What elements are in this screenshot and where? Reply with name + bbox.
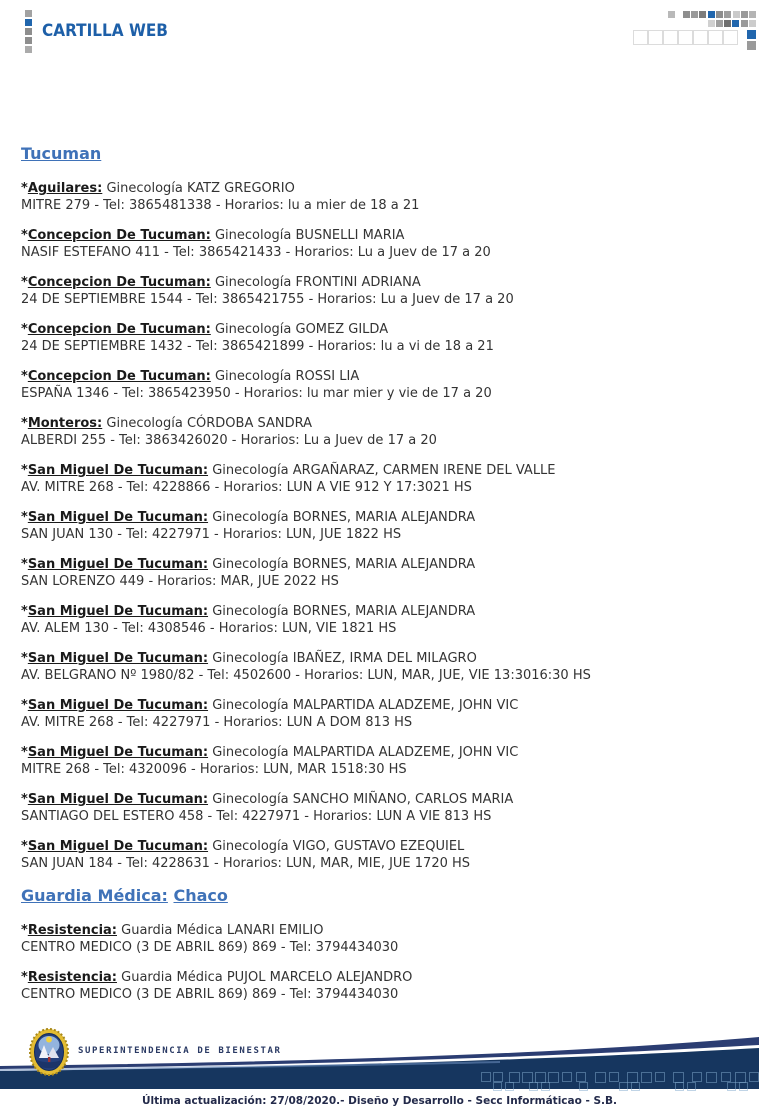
page-footer (0, 1025, 759, 1107)
provider-name: Guardia Médica LANARI EMILIO (121, 923, 324, 938)
provider-details: CENTRO MEDICO (3 DE ABRIL 869) 869 - Tel: 3794434030 (21, 987, 399, 1002)
provider-entry: *San Miguel De Tucuman: Ginecología BORNES, MARIA ALEJANDRA SAN JUAN 130 - Tel: 4227971 - Horarios: LUN, JUE 1822 HS (21, 510, 476, 542)
provider-details: ALBERDI 255 - Tel: 3863426020 - Horarios: Lu a Juev de 17 a 20 (21, 433, 437, 448)
town-link[interactable]: San Miguel De Tucuman: (27, 510, 209, 525)
town-link[interactable]: San Miguel De Tucuman: (27, 651, 209, 666)
provider-details: 24 DE SEPTIEMBRE 1544 - Tel: 3865421755 - Horarios: Lu a Juev de 17 a 20 (21, 292, 514, 307)
provider-details: 24 DE SEPTIEMBRE 1432 - Tel: 3865421899 - Horarios: lu a vi de 18 a 21 (21, 339, 494, 354)
last-update-note: Última actualización: 27/08/2020.- Diseño y Desarrollo - Secc Informáticao - S.B. (141, 1095, 618, 1107)
provider-name: Ginecología CÓRDOBA SANDRA (106, 416, 312, 431)
provider-name: Ginecología BUSNELLI MARIA (214, 228, 405, 243)
brand (25, 10, 182, 52)
town-link[interactable]: San Miguel De Tucuman: (27, 463, 209, 478)
guardia-medica-link[interactable]: Guardia Médica: (21, 886, 168, 905)
provider-details: SAN JUAN 184 - Tel: 4228631 - Horarios: LUN, MAR, MIE, JUE 1720 HS (21, 856, 471, 871)
brand-squares-icon (25, 10, 33, 52)
provider-entry: *San Miguel De Tucuman: Ginecología BORNES, MARIA ALEJANDRA SAN LORENZO 449 - Horarios: MAR, JUE 2022 HS (21, 557, 476, 589)
provider-name: Ginecología MALPARTIDA ALADZEME, JOHN VIC (212, 745, 519, 760)
org-name: SUPERINTENDENCIA DE BIENESTAR (78, 1046, 282, 1056)
provider-entry: *San Miguel De Tucuman: Ginecología IBAÑEZ, IRMA DEL MILAGRO AV. BELGRANO Nº 1980/82 - Tel: 4502600 - Horarios: LUN, MAR, JUE, VIE 13:3016:30 HS (21, 651, 591, 683)
provider-details: NASIF ESTEFANO 411 - Tel: 3865421433 - Horarios: Lu a Juev de 17 a 20 (21, 245, 491, 260)
town-link[interactable]: San Miguel De Tucuman: (27, 698, 209, 713)
provider-name: Ginecología IBAÑEZ, IRMA DEL MILAGRO (212, 651, 477, 666)
footer-square-pattern-icon (459, 1071, 759, 1089)
town-link[interactable]: Aguilares: (27, 181, 103, 196)
footer-bottom-strip (0, 1089, 759, 1107)
app-title: CARTILLA WEB (42, 21, 168, 41)
town-link[interactable]: Monteros: (27, 416, 103, 431)
provider-entry: *Resistencia: Guardia Médica PUJOL MARCELO ALEJANDRO CENTRO MEDICO (3 DE ABRIL 869) 869 - Tel: 3794434030 (21, 970, 413, 1002)
provider-name: Ginecología ROSSI LIA (214, 369, 360, 384)
provider-entry: *San Miguel De Tucuman: Ginecología VIGO, GUSTAVO EZEQUIEL SAN JUAN 184 - Tel: 4228631 - Horarios: LUN, MAR, MIE, JUE 1720 HS (21, 839, 471, 871)
provider-entry: *Concepcion De Tucuman: Ginecología GOMEZ GILDA 24 DE SEPTIEMBRE 1432 - Tel: 3865421899 - Horarios: lu a vi de 18 a 21 (21, 322, 494, 354)
provider-details: MITRE 268 - Tel: 4320096 - Horarios: LUN, MAR 1518:30 HS (21, 762, 407, 777)
town-link[interactable]: San Miguel De Tucuman: (27, 557, 209, 572)
provider-name: Ginecología BORNES, MARIA ALEJANDRA (212, 510, 476, 525)
section-title-tucuman (21, 60, 739, 163)
town-link[interactable]: San Miguel De Tucuman: (27, 745, 209, 760)
provider-entry: *Monteros: Ginecología CÓRDOBA SANDRA ALBERDI 255 - Tel: 3863426020 - Horarios: Lu a Juev de 17 a 20 (21, 416, 437, 448)
provider-entry: *Resistencia: Guardia Médica LANARI EMILIO CENTRO MEDICO (3 DE ABRIL 869) 869 - Tel: 3794434030 (21, 923, 399, 955)
provider-entry: *San Miguel De Tucuman: Ginecología MALPARTIDA ALADZEME, JOHN VIC AV. MITRE 268 - Tel: 4227971 - Horarios: LUN A DOM 813 HS (21, 698, 519, 730)
provider-details: CENTRO MEDICO (3 DE ABRIL 869) 869 - Tel: 3794434030 (21, 940, 399, 955)
provider-details: AV. BELGRANO Nº 1980/82 - Tel: 4502600 - Horarios: LUN, MAR, JUE, VIE 13:3016:30 HS (21, 668, 591, 683)
provider-name: Ginecología KATZ GREGORIO (106, 181, 295, 196)
chaco-link[interactable]: Chaco (173, 886, 228, 905)
section-title-guardia-medica (21, 886, 739, 905)
provider-details: AV. MITRE 268 - Tel: 4227971 - Horarios: LUN A DOM 813 HS (21, 715, 413, 730)
town-link[interactable]: San Miguel De Tucuman: (27, 839, 209, 854)
tucuman-link[interactable]: Tucuman (21, 144, 102, 163)
town-link[interactable]: Resistencia: (27, 923, 117, 938)
provider-entry: *San Miguel De Tucuman: Ginecología ARGAÑARAZ, CARMEN IRENE DEL VALLE AV. MITRE 268 - Tel: 4228866 - Horarios: LUN A VIE 912 Y 17:3021 HS (21, 463, 556, 495)
town-link[interactable]: San Miguel De Tucuman: (27, 792, 209, 807)
provider-entry: *Concepcion De Tucuman: Ginecología BUSNELLI MARIA NASIF ESTEFANO 411 - Tel: 3865421433 - Horarios: Lu a Juev de 17 a 20 (21, 228, 491, 260)
town-link[interactable]: Concepcion De Tucuman: (27, 228, 211, 243)
town-link[interactable]: Resistencia: (27, 970, 117, 985)
town-link[interactable]: Concepcion De Tucuman: (27, 322, 211, 337)
provider-details: MITRE 279 - Tel: 3865481338 - Horarios: lu a mier de 18 a 21 (21, 198, 420, 213)
provider-details: SAN JUAN 130 - Tel: 4227971 - Horarios: LUN, JUE 1822 HS (21, 527, 402, 542)
provider-name: Guardia Médica PUJOL MARCELO ALEJANDRO (121, 970, 413, 985)
provider-name: Ginecología VIGO, GUSTAVO EZEQUIEL (212, 839, 465, 854)
provider-entry: *San Miguel De Tucuman: Ginecología SANCHO MIÑANO, CARLOS MARIA SANTIAGO DEL ESTERO 458 - Tel: 4227971 - Horarios: LUN A VIE 813 HS (21, 792, 514, 824)
town-link[interactable]: San Miguel De Tucuman: (27, 604, 209, 619)
provider-details: SAN LORENZO 449 - Horarios: MAR, JUE 2022 HS (21, 574, 339, 589)
town-link[interactable]: Concepcion De Tucuman: (27, 369, 211, 384)
provider-entry: *San Miguel De Tucuman: Ginecología MALPARTIDA ALADZEME, JOHN VIC MITRE 268 - Tel: 4320096 - Horarios: LUN, MAR 1518:30 HS (21, 745, 519, 777)
provider-name: Ginecología MALPARTIDA ALADZEME, JOHN VIC (212, 698, 519, 713)
provider-details: SANTIAGO DEL ESTERO 458 - Tel: 4227971 - Horarios: LUN A VIE 813 HS (21, 809, 492, 824)
provider-name: Ginecología BORNES, MARIA ALEJANDRA (212, 604, 476, 619)
page-header (0, 0, 759, 60)
provider-entry: *San Miguel De Tucuman: Ginecología BORNES, MARIA ALEJANDRA AV. ALEM 130 - Tel: 4308546 - Horarios: LUN, VIE 1821 HS (21, 604, 476, 636)
provider-name: Ginecología FRONTINI ADRIANA (214, 275, 421, 290)
provider-name: Ginecología BORNES, MARIA ALEJANDRA (212, 557, 476, 572)
provider-entry: *Concepcion De Tucuman: Ginecología ROSSI LIA ESPAÑA 1346 - Tel: 3865423950 - Horarios: lu mar mier y vie de 17 a 20 (21, 369, 492, 401)
town-link[interactable]: Concepcion De Tucuman: (27, 275, 211, 290)
provider-details: AV. ALEM 130 - Tel: 4308546 - Horarios: LUN, VIE 1821 HS (21, 621, 397, 636)
provider-entry: *Aguilares: Ginecología KATZ GREGORIO MITRE 279 - Tel: 3865481338 - Horarios: lu a mier de 18 a 21 (21, 181, 420, 213)
provider-details: ESPAÑA 1346 - Tel: 3865423950 - Horarios: lu mar mier y vie de 17 a 20 (21, 386, 492, 401)
provider-name: Ginecología ARGAÑARAZ, CARMEN IRENE DEL VALLE (212, 463, 556, 478)
provider-name: Ginecología GOMEZ GILDA (214, 322, 389, 337)
provider-entry: *Concepcion De Tucuman: Ginecología FRONTINI ADRIANA 24 DE SEPTIEMBRE 1544 - Tel: 3865421755 - Horarios: Lu a Juev de 17 a 20 (21, 275, 514, 307)
provider-name: Ginecología SANCHO MIÑANO, CARLOS MARIA (212, 792, 514, 807)
org-emblem-icon (29, 1028, 69, 1076)
provider-directory (0, 60, 759, 1003)
provider-details: AV. MITRE 268 - Tel: 4228866 - Horarios: LUN A VIE 912 Y 17:3021 HS (21, 480, 472, 495)
